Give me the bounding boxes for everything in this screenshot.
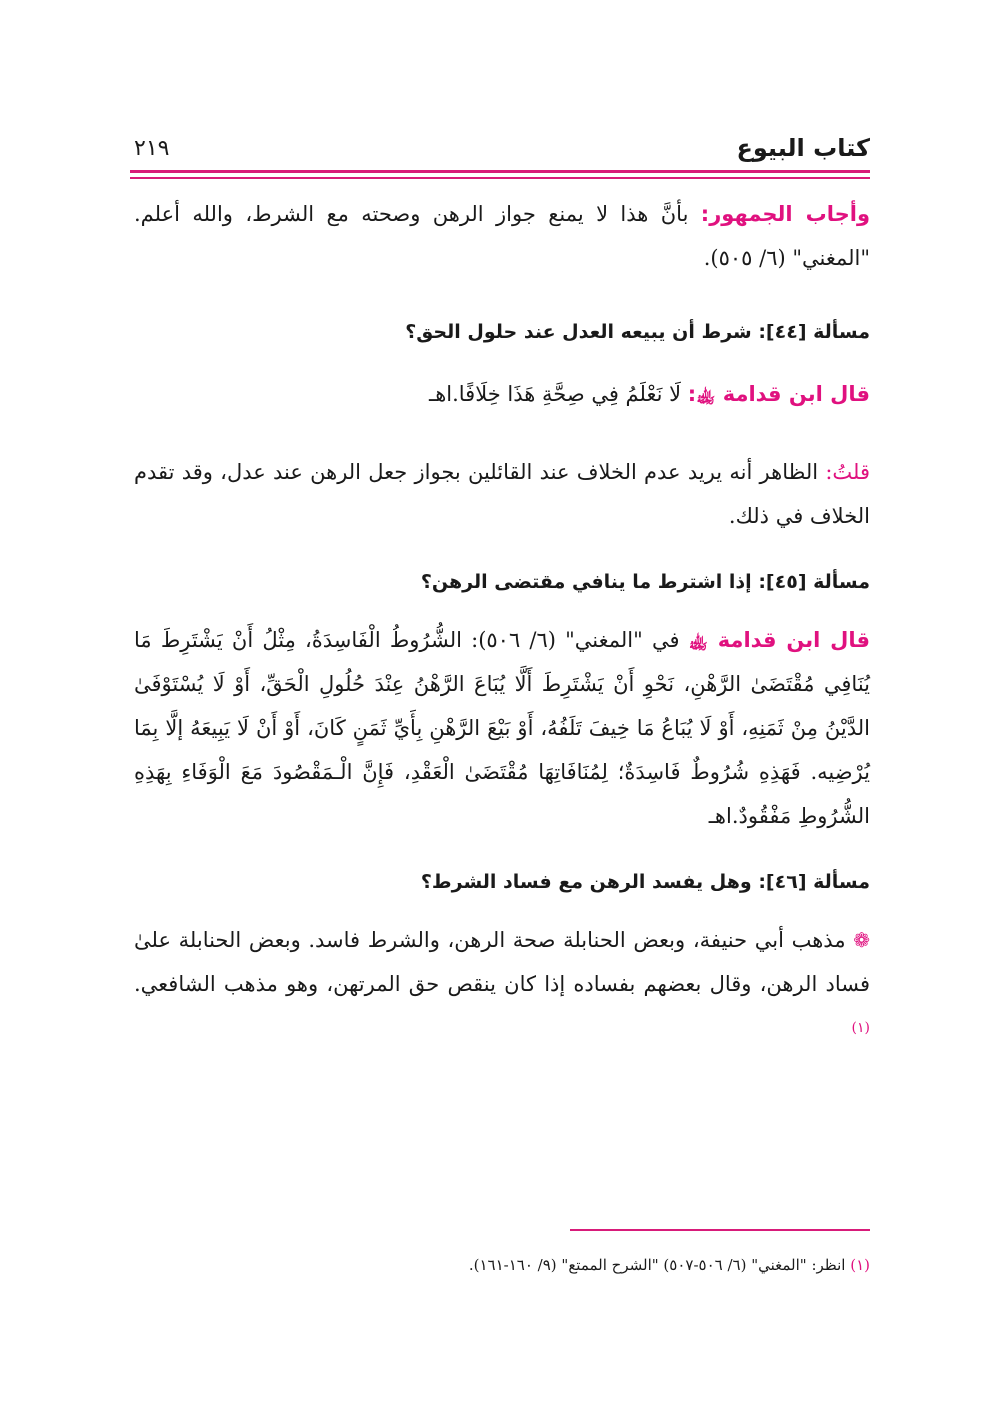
quote-44-text: لَا نَعْلَمُ فِي صِحَّةِ هَذَا خِلَافًا.اهـ [429,382,688,406]
issue-44-heading: مسألة [٤٤]: شرط أن يبيعه العدل عند حلول الحق؟ [405,321,870,343]
paragraph-46-text: مذهب أبي حنيفة، وبعض الحنابلة صحة الرهن، والشرط فاسد. وبعض الحنابلة علىٰ فساد الرهن، وقال بعضهم بفساده إذا كان ينقص حق المرتهن، وهو مذهب الشافعي. [134,928,870,996]
page-header [134,128,870,168]
footnote-text: انظر: "المغني" (٦/ ٥٠٦-٥٠٧) "الشرح الممتع" (٩/ ١٦٠-١٦١). [468,1256,846,1274]
footnote-marker: (١) [850,1256,870,1274]
header-rule-thin [130,177,870,179]
footnote-rule [570,1229,870,1231]
note-44-label: قلتُ: [825,460,870,484]
page-content [134,190,870,1055]
quote-45 [134,618,870,838]
issue-46-heading: مسألة [٤٦]: وهل يفسد الرهن مع فساد الشرط؟ [420,871,870,893]
paragraph-46 [134,918,870,1055]
quote-45-text: في "المغني" (٦/ ٥٠٦): الشُّرُوطُ الْفَاسِدَةُ، مِثْلُ أَنْ يَشْتَرِطَ مَا يُنَافِي مُقْتَضَىٰ الرَّهْنِ، نَحْوِ أَنْ يَشْتَرِطَ أَلَّا يُبَاعَ الرَّهْنُ عِنْدَ حُلُولِ الْحَقِّ، أَوْ لَا يُسْتَوْفَىٰ الدَّيْنُ مِنْ ثَمَنِهِ، أَوْ لَا يُبَاعُ مَا خِيفَ تَلَفُهُ، أَوْ بَيْعَ الرَّهْنِ بِأَيِّ ثَمَنٍ كَانَ، أَوْ أَنْ لَا يَبِيعَهُ إلَّا بِمَا يُرْضِيه. فَهَذِهِ شُرُوطٌ فَاسِدَةٌ؛ لِمُنَافَاتِهَا مُقْتَضَىٰ الْعَقْدِ، فَإِنَّ الْـمَقْصُودَ مَعَ الْوَفَاءِ بِهَذِهِ الشُّرُوطِ مَفْقُودٌ.اهـ [134,628,870,828]
header-rule-thick [130,170,870,173]
intro-paragraph [134,192,870,280]
note-44-text: الظاهر أنه يريد عدم الخلاف عند القائلين بجواز جعل الرهن عند عدل، وقد تقدم الخلاف في ذلك. [134,460,870,528]
book-title: كتاب البيوع [736,134,870,162]
intro-text: بأنَّ هذا لا يمنع جواز الرهن وصحته مع الشرط، والله أعلم. "المغني" (٦/ ٥٠٥). [134,202,870,270]
quote-44 [134,372,870,416]
footnote [134,1250,870,1280]
quote-45-label: قال ابن قدامة ﵀ [688,628,870,652]
footnote-reference[interactable]: (١) [851,1020,870,1036]
intro-label: وأجاب الجمهور: [700,202,870,226]
issue-45-heading: مسألة [٤٥]: إذا اشترط ما ينافي مقتضى الرهن؟ [420,571,870,593]
flower-ornament-icon: ❁ [853,928,870,952]
quote-44-label: قال ابن قدامة ﵀: [687,382,870,406]
note-44 [134,450,870,538]
page-number: ٢١٩ [134,135,170,161]
